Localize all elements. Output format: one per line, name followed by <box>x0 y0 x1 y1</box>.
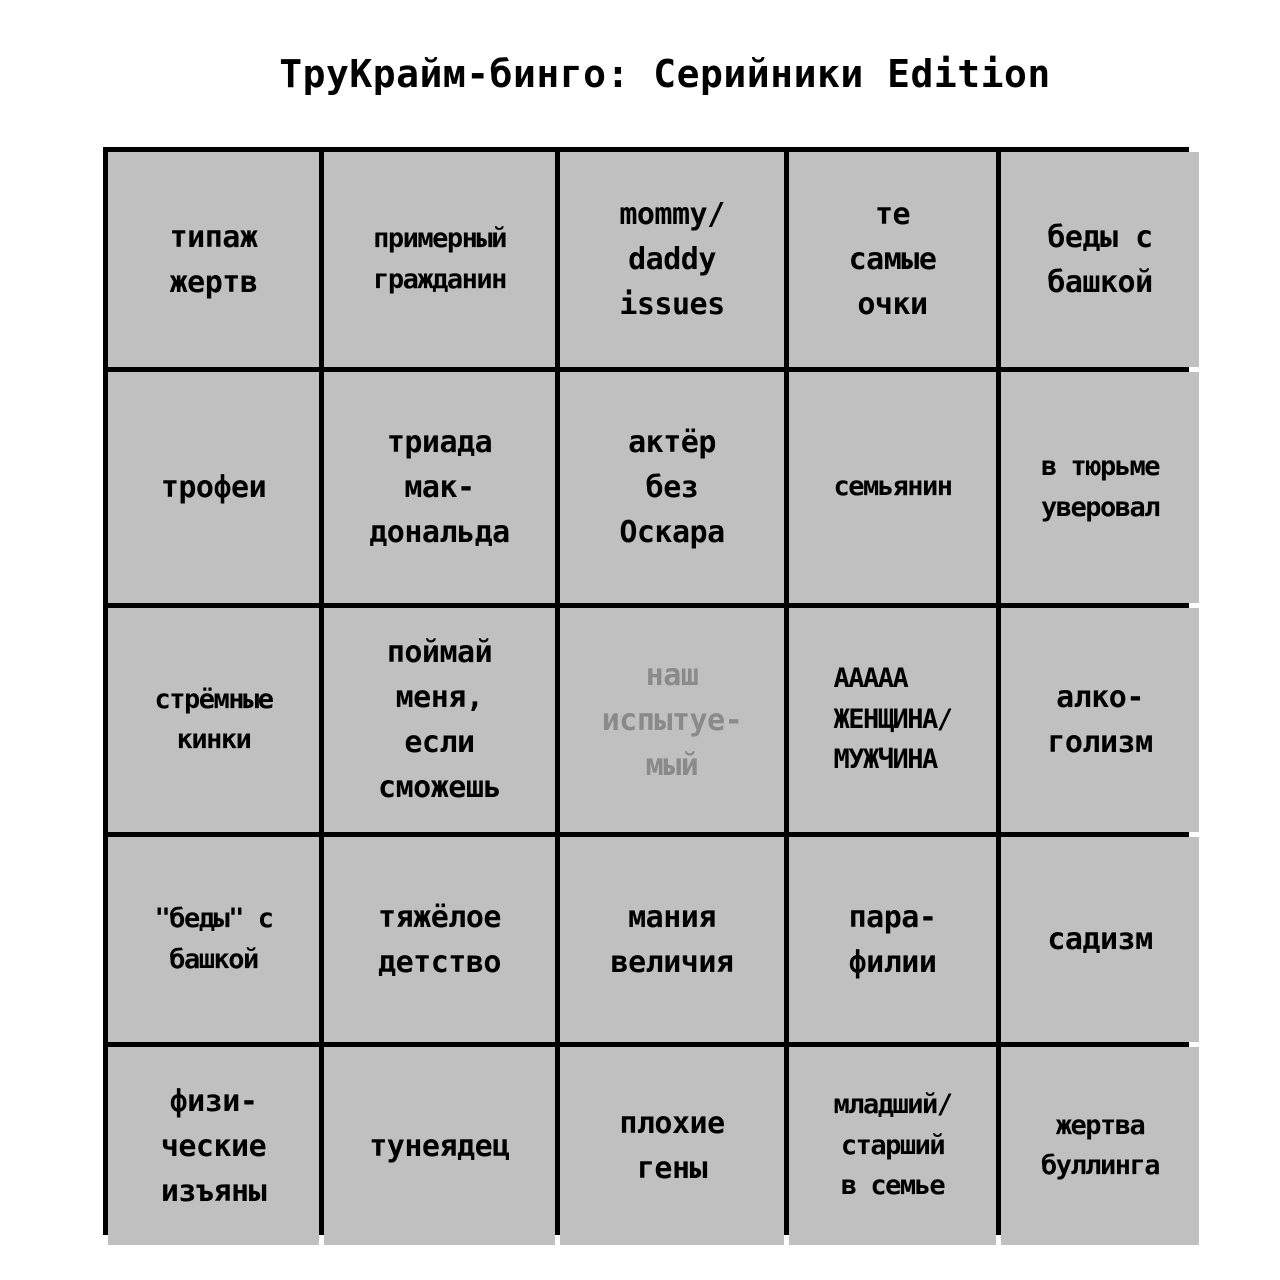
bingo-cell[interactable] <box>1001 152 1199 367</box>
cell-label: плохие гены <box>619 1106 725 1186</box>
bingo-cell[interactable] <box>560 837 784 1042</box>
bingo-cell[interactable] <box>1001 608 1199 832</box>
bingo-cell[interactable] <box>789 837 996 1042</box>
bingo-cell[interactable] <box>324 837 555 1042</box>
bingo-cell[interactable] <box>108 608 319 832</box>
cell-label: актёр без Оскара <box>619 425 725 550</box>
cell-label: жертва буллинга <box>1040 1109 1160 1181</box>
cell-label: типаж жертв <box>169 219 258 300</box>
bingo-cell[interactable] <box>324 372 555 603</box>
cell-label: mommy/ daddy issues <box>619 197 725 322</box>
bingo-cell[interactable] <box>324 608 555 832</box>
cell-label: садизм <box>1047 922 1153 957</box>
cell-label: алко- голизм <box>1047 680 1153 760</box>
cell-label: стрёмные кинки <box>154 683 273 755</box>
bingo-cell[interactable] <box>789 152 996 367</box>
cell-label: те самые очки <box>848 197 937 322</box>
page-title: ТруКрайм-бинго: Серийники Edition <box>279 52 1051 96</box>
cell-label: ААААА ЖЕНЩИНА/ МУЖЧИНА <box>833 663 952 776</box>
bingo-cell[interactable] <box>789 1047 996 1245</box>
cell-label: физи- ческие изъяны <box>160 1083 267 1209</box>
cell-label: примерный гражданин <box>373 223 506 295</box>
bingo-cell[interactable] <box>108 1047 319 1245</box>
cell-label: тяжёлое детство <box>378 899 501 980</box>
bingo-cell[interactable] <box>108 152 319 367</box>
bingo-cell[interactable] <box>1001 372 1199 603</box>
cell-label: "беды" с башкой <box>154 903 273 975</box>
cell-label: тунеядец <box>369 1128 510 1164</box>
bingo-cell[interactable] <box>789 372 996 603</box>
cell-label: беды с башкой <box>1047 219 1153 300</box>
cell-label: поймай меня, если сможешь <box>378 635 501 805</box>
bingo-cell[interactable] <box>324 152 555 367</box>
bingo-cell[interactable] <box>1001 837 1199 1042</box>
bingo-board <box>103 147 1189 1235</box>
bingo-cell[interactable] <box>1001 1047 1199 1245</box>
cell-label: трофеи <box>160 470 267 505</box>
cell-label: младший/ старший в семье <box>833 1089 952 1202</box>
bingo-cell[interactable] <box>560 372 784 603</box>
bingo-cell[interactable] <box>560 1047 784 1245</box>
cell-label: мания величия <box>610 899 734 980</box>
cell-label: триада мак- дональда <box>369 425 510 550</box>
cell-label: пара- филии <box>848 899 937 980</box>
bingo-free-cell[interactable] <box>560 608 784 832</box>
cell-label: семьянин <box>833 471 952 503</box>
bingo-cell[interactable] <box>324 1047 555 1245</box>
free-cell-label: наш испытуе- мый <box>601 657 743 783</box>
bingo-cell[interactable] <box>108 372 319 603</box>
bingo-cell[interactable] <box>789 608 996 832</box>
bingo-cell[interactable] <box>560 152 784 367</box>
bingo-cell[interactable] <box>108 837 319 1042</box>
cell-label: в тюрьме уверовал <box>1040 451 1160 523</box>
